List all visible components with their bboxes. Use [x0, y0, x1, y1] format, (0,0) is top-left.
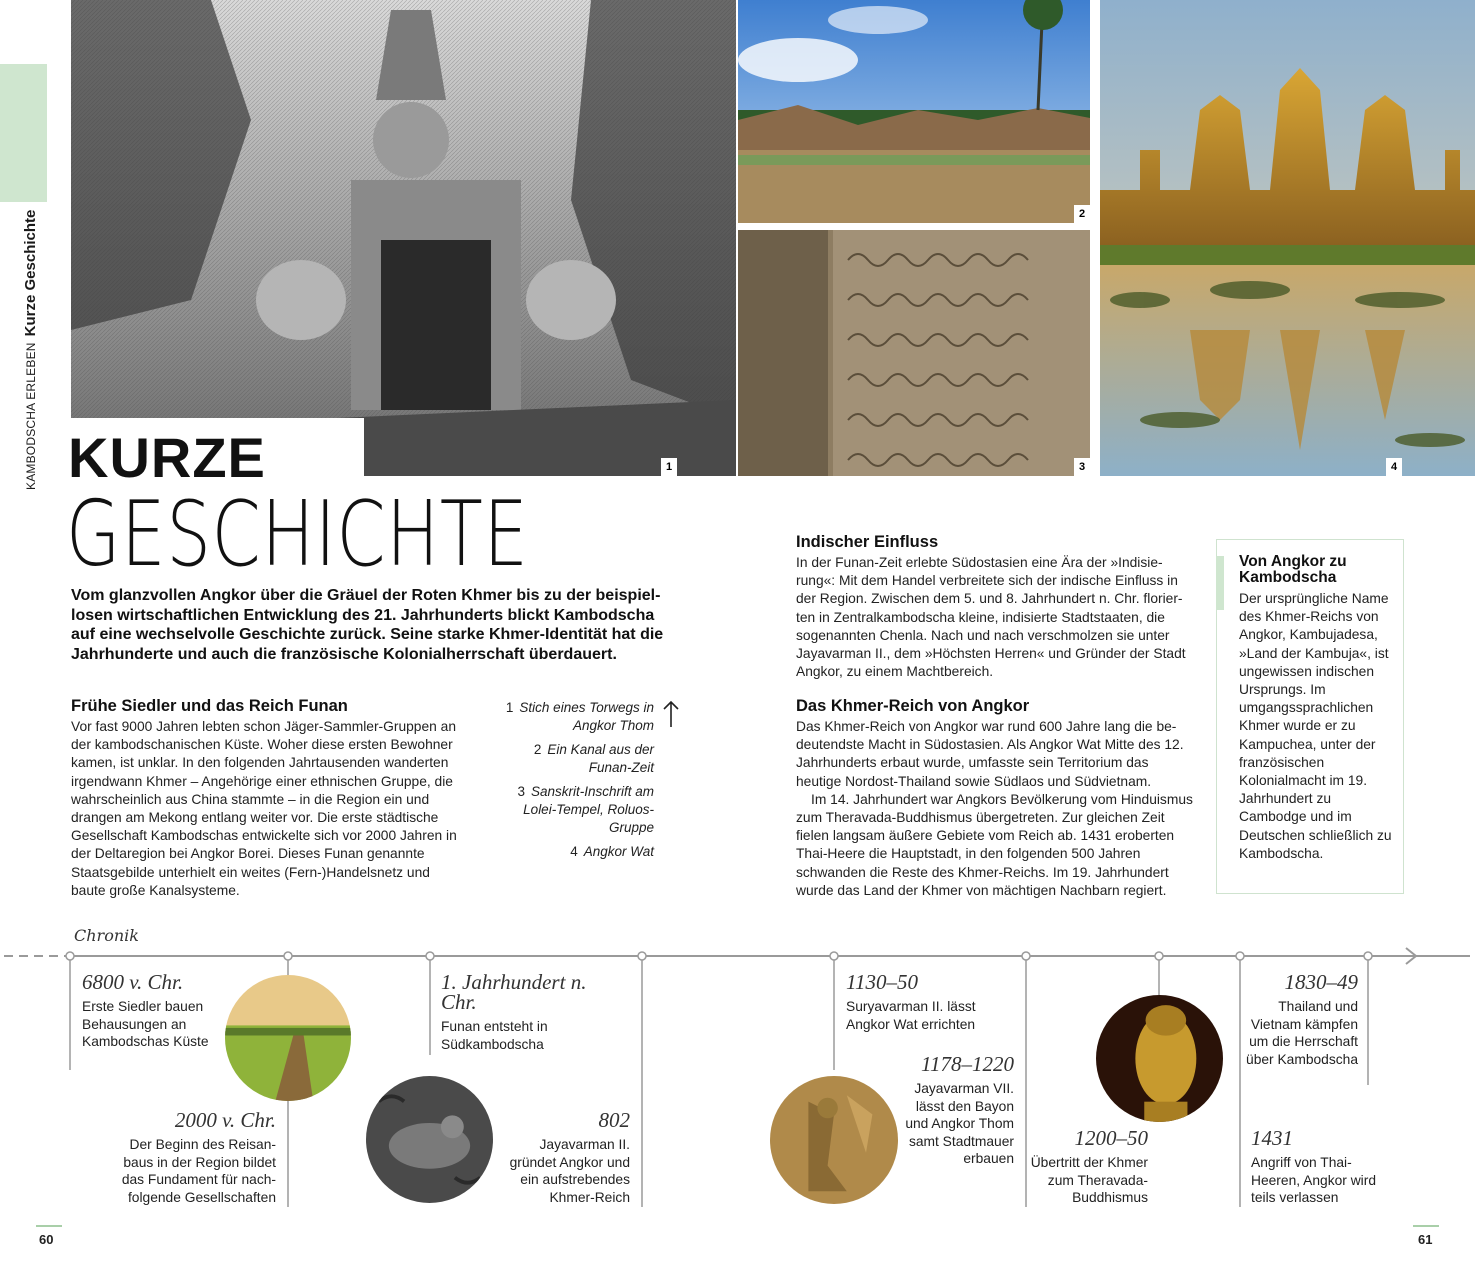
intro-paragraph: Vom glanzvollen Angkor über die Gräuel der Roten Khmer bis zu der beispiellosen wirtschaftlichen Entwicklung des 21. Jahrhunderts blickt Kambodscha auf eine wechselvolle Geschichte zurück. Seine starke Khmer-Identität hat die Jahrhunderte und auch die französische Kolonialherrschaft überdauert. [71, 587, 664, 663]
page-title-line1: KURZE [68, 426, 266, 489]
photo-number: 3 [1074, 458, 1090, 476]
event-year: 1178–1220 [921, 1052, 1014, 1076]
caption-item: 4 Angkor Wat [570, 844, 654, 859]
page-title-line2: GESCHICHTE [66, 482, 529, 587]
info-box-accent [1216, 556, 1224, 610]
section-name: KAMBODSCHA ERLEBEN [24, 342, 38, 490]
photo-sanskrit-inscription [738, 230, 1090, 476]
info-box-text: Der ursprüngliche Name des Khmer-Reichs von Angkor, Kambujadesa, »Land der Kambuja«, ist ungewissen indischen Ursprungs. Im umgangssprachlichen Khmer wurde er zu Kampuchea, unter der französischen Kolonialmacht im 19. Jahrhundert zu Cambodge und im Deutschen schließlich zu Kambodscha. [1239, 591, 1392, 861]
section-angkor [796, 697, 1196, 900]
timeline-event [441, 972, 591, 1053]
timeline-event [82, 972, 232, 1051]
timeline-event [1030, 1128, 1148, 1207]
event-text: Erste Siedler bauen Behausungen an Kambodschas Küste [82, 999, 209, 1049]
event-text: Funan entsteht in Südkambodscha [441, 1019, 548, 1052]
page-number-left: 60 [39, 1232, 54, 1247]
caption-item: 3 Sanskrit-Inschrift am Lolei-Tempel, Roluos-Gruppe [517, 784, 654, 835]
event-year: 2000 v. Chr. [174, 1108, 276, 1132]
section-label [22, 210, 39, 490]
timeline-label: Chronik [74, 926, 139, 945]
event-text: Der Beginn des Reisanbaus in der Region bildet das Fundament für nachfolgende Gesellschaften [121, 1137, 276, 1205]
event-text: Angriff von Thai-Heeren, Angkor wird teils verlassen [1251, 1155, 1377, 1205]
event-year: 1200–50 [1074, 1126, 1148, 1150]
section-text: Das Khmer-Reich von Angkor war rund 600 Jahre lang die bedeutendste Macht in Südostasien. Als Angkor Wat Mitte des 12. Jahrhunderts erbaut wurde, umfasste sein Territorium das heutige Nordost-Thailand sowie Südlaos und Südvietnam. [796, 719, 1184, 789]
timeline-event [1246, 972, 1358, 1068]
timeline-event [904, 1054, 1014, 1168]
timeline-event [490, 1110, 630, 1206]
section-heading: Indischer Einfluss [796, 533, 939, 551]
timeline-event [110, 1110, 276, 1206]
info-box-heading: Von Angkor zu Kambodscha [1239, 553, 1347, 586]
page-number-right: 61 [1418, 1232, 1433, 1247]
section-tab [0, 64, 47, 202]
section-text: Vor fast 9000 Jahren lebten schon Jäger-Sammler-Gruppen an der kambodschanischen Küste. Woher diese ersten Bewohner kamen, ist unklar. In den folgenden Jahrtausenden wanderten irgendwann Khmer – Angehörige einer ethnischen Gruppe, die wahrscheinlich aus China stammte – in die Region ein und drangen am Mekong entlang weiter vor. Die erste städtische Gesellschaft Kambodschas entwickelte sich vor 2000 Jahren in der Deltaregion bei Angkor Borei. Dieses Funan genannte Staatsgebilde unterhielt ein weites (Fern-)Handelsnetz und baute große Kanalsysteme. [71, 719, 457, 898]
section-heading: Das Khmer-Reich von Angkor [796, 697, 1030, 715]
photo-engraving-angkor-thom [71, 0, 736, 476]
section-text: In der Funan-Zeit erlebte Südostasien eine Ära der »Indisierung«: Mit dem Handel verbreitete sich der indische Einfluss in der Region. Zwischen dem 5. und 8. Jahrhundert n. Chr. florierten in Zentralkambodscha kleine, indisierte Stadtstaaten, die sogenannten Chenla. Nach und nach verschmolzen sie unter Jayavarman II., dem »Höchsten Herren« und Gründer der Stadt Angkor, zu einem Machtbereich. [796, 555, 1186, 680]
page-number-rule [36, 1225, 62, 1227]
caption-item: 1 Stich eines Torwegs in Angkor Thom [505, 700, 654, 733]
timeline-event [1251, 1128, 1381, 1207]
event-text: Jayavarman II. gründet Angkor und ein aufstrebendes Khmer-Reich [509, 1137, 630, 1205]
photo-number: 2 [1074, 205, 1090, 223]
photo-funan-canal [738, 0, 1090, 223]
event-text: Thailand und Vietnam kämpfen um die Herrschaft über Kambodscha [1246, 999, 1358, 1067]
event-text: Jayavarman VII. lässt den Bayon und Angkor Thom samt Stadtmauer erbauen [905, 1081, 1014, 1166]
circle-photo-rice-field [225, 975, 351, 1101]
photo-captions [494, 699, 654, 867]
circle-photo-buddha-head [1096, 995, 1223, 1122]
event-year: 802 [598, 1108, 630, 1132]
event-year: 1431 [1251, 1126, 1293, 1150]
section-funan [71, 697, 466, 900]
timeline-event [846, 972, 1016, 1033]
section-text: Im 14. Jahrhundert war Angkors Bevölkerung vom Hinduismus zum Theravada-Buddhismus übergetreten. Zur gleichen Zeit fielen langsam äußere Gebiete vom Reich ab. 1431 eroberten Thai-Heere die Hauptstadt, in den folgenden 500 Jahren schwanden die Reste des Khmer-Reichs. Im 19. Jahrhundert wurde das Land der Khmer von mächtigen Nachbarn regiert. [796, 791, 1193, 898]
chapter-name: Kurze Geschichte [22, 209, 39, 337]
caption-item: 2 Ein Kanal aus der Funan-Zeit [533, 742, 654, 775]
circle-photo-coin [366, 1076, 493, 1203]
photo-number: 1 [661, 458, 677, 476]
event-year: 1830–49 [1284, 970, 1358, 994]
section-indisch [796, 533, 1196, 681]
photo-angkor-wat [1100, 0, 1475, 476]
section-heading: Frühe Siedler und das Reich Funan [71, 697, 348, 715]
circle-photo-relief [770, 1076, 898, 1204]
event-text: Übertritt der Khmer zum Theravada-Buddhismus [1030, 1155, 1148, 1205]
arrow-up-icon [662, 700, 680, 728]
photo-number: 4 [1386, 458, 1402, 476]
info-box [1216, 539, 1404, 894]
event-text: Suryavarman II. lässt Angkor Wat errichten [846, 999, 976, 1032]
timeline [0, 940, 1475, 1220]
event-year: 1130–50 [846, 970, 918, 994]
page-number-rule [1413, 1225, 1439, 1227]
event-year: 6800 v. Chr. [82, 970, 184, 994]
event-year: 1. Jahrhundert n. Chr. [441, 970, 587, 1014]
